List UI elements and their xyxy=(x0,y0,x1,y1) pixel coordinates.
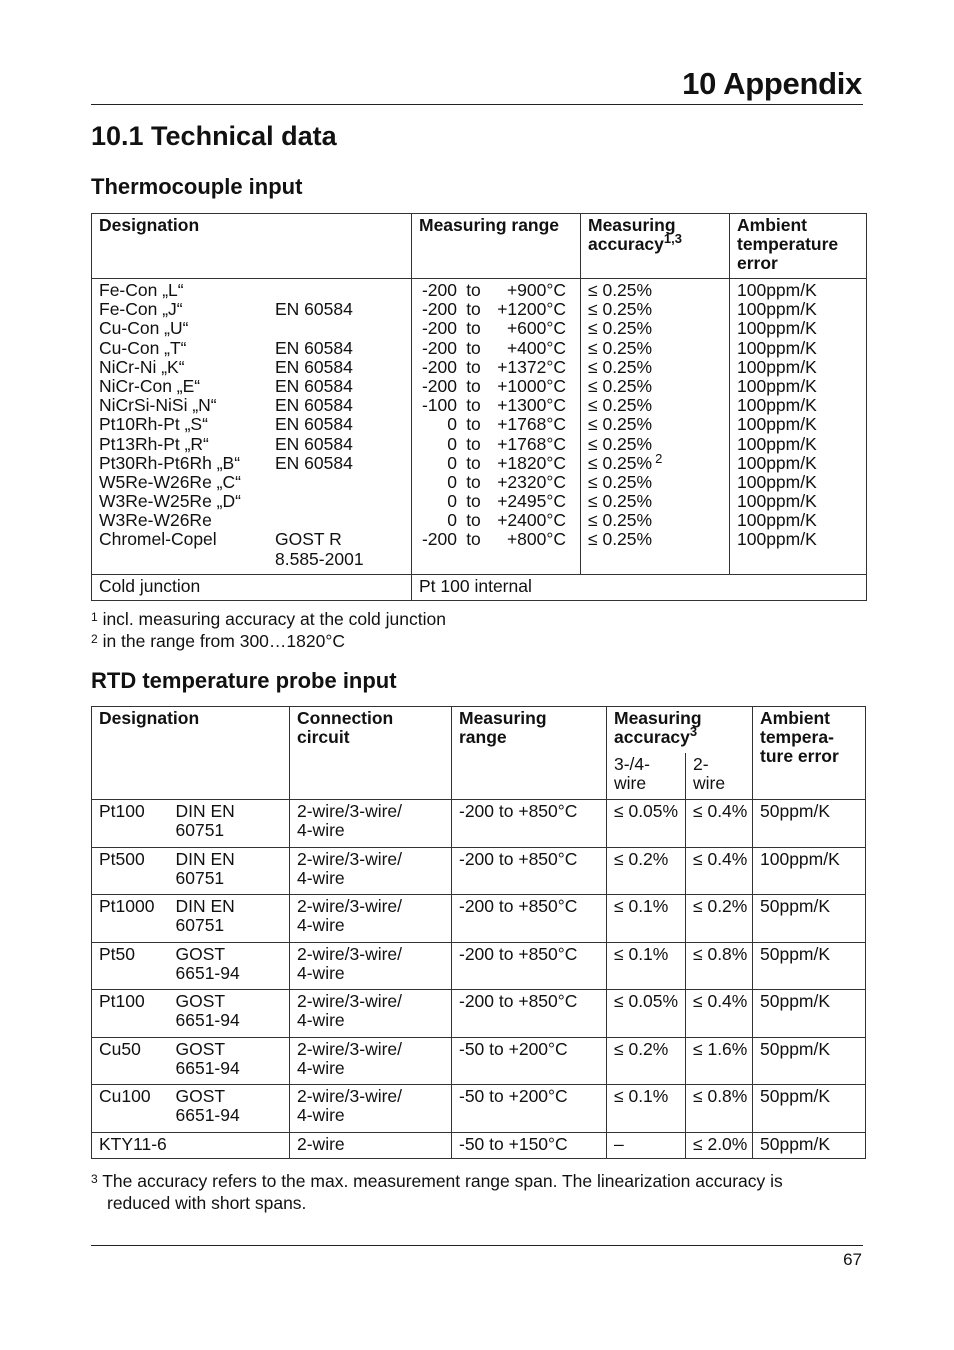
tc-accuracy: ≤ 0.25% xyxy=(588,356,653,377)
rtd-acc-3-4-wire: ≤ 0.2% xyxy=(607,1037,686,1085)
rtd-col-accuracy: Measuring accuracy$^3$ xyxy=(607,707,753,754)
cold-junction-row xyxy=(92,575,867,601)
tc-name: Pt13Rh-Pt „R“ xyxy=(99,433,209,454)
tc-range: -200 to +1000°C xyxy=(421,375,566,396)
rtd-connection: 2-wire/3-wire/ 4-wire xyxy=(290,847,452,895)
tc-accuracy: ≤ 0.25% xyxy=(588,375,653,396)
tc-range: 0 to +1768°C xyxy=(447,414,566,435)
tc-name: Cu-Con „U“ xyxy=(99,318,189,339)
rtd-name: Cu50 xyxy=(92,1037,169,1085)
tc-name: Pt10Rh-Pt „S“ xyxy=(99,414,208,435)
tc-name: Chromel-Copel xyxy=(99,529,217,550)
tc-range: 0 to +2400°C xyxy=(447,510,566,531)
tc-ambient: 100ppm/K xyxy=(737,452,817,473)
tc-accuracy: ≤ 0.25% xyxy=(588,337,653,358)
rtd-col-3-4-wire: 3-/4- wire xyxy=(607,753,686,800)
tc-accuracy: ≤ 0.25% xyxy=(588,529,653,550)
tc-ambient: 100ppm/K xyxy=(737,337,817,358)
rtd-range: -200 to +850°C xyxy=(452,800,607,848)
rtd-acc-2-wire: ≤ 2.0% xyxy=(686,1132,753,1158)
tc-name-list xyxy=(99,281,275,569)
footnote-2: $^2$ in the range from 300…1820°C xyxy=(91,631,345,651)
footnote-1: $^1$ incl. measuring accuracy at the cold junction xyxy=(91,609,446,629)
rtd-col-ambient: Ambient tempera- ture error xyxy=(753,707,866,800)
tc-standard: EN 60584 xyxy=(275,337,353,358)
rtd-name: Pt1000 xyxy=(92,895,169,943)
rtd-ambient: 50ppm/K xyxy=(753,895,866,943)
tc-name: Fe-Con „J“ xyxy=(99,299,183,320)
tc-standard-list xyxy=(275,281,364,569)
rtd-row xyxy=(92,1085,866,1133)
tc-range: -200 to +800°C xyxy=(421,529,566,550)
tc-range: 0 to +2320°C xyxy=(447,471,566,492)
header-rule xyxy=(91,104,863,105)
section-title: 10.1 Technical data xyxy=(91,121,337,151)
tc-name: Pt30Rh-Pt6Rh „B“ xyxy=(99,452,241,473)
tc-standard: EN 60584 xyxy=(275,433,353,454)
tc-range: 0 to +2495°C xyxy=(447,491,566,512)
tc-col-range: Measuring range xyxy=(412,214,581,279)
rtd-standard: GOST 6651-94 xyxy=(169,1085,290,1133)
rtd-header-row-1 xyxy=(92,707,866,754)
rtd-name: Cu100 xyxy=(92,1085,169,1133)
rtd-col-designation: Designation xyxy=(92,707,290,800)
rtd-acc-2-wire: ≤ 1.6% xyxy=(686,1037,753,1085)
rtd-standard: GOST 6651-94 xyxy=(169,942,290,990)
tc-ambient: 100ppm/K xyxy=(737,280,817,300)
footer-rule xyxy=(91,1245,863,1246)
tc-ambient: 100ppm/K xyxy=(737,433,817,454)
tc-accuracy: ≤ 0.25% xyxy=(588,395,653,416)
rtd-acc-2-wire: ≤ 0.2% xyxy=(686,895,753,943)
rtd-range: -200 to +850°C xyxy=(452,895,607,943)
tc-standard: EN 60584 xyxy=(275,414,353,435)
cold-junction-label: Cold junction xyxy=(92,575,412,601)
tc-ambient: 100ppm/K xyxy=(737,510,817,531)
rtd-ambient: 50ppm/K xyxy=(753,800,866,848)
tc-ambient: 100ppm/K xyxy=(737,529,817,550)
tc-col-ambient: Ambient temperature error xyxy=(730,214,867,279)
tc-standard: 8.585-2001 xyxy=(275,548,364,569)
rtd-connection: 2-wire/3-wire/ 4-wire xyxy=(290,895,452,943)
tc-standard: EN 60584 xyxy=(275,299,353,320)
tc-ambient: 100ppm/K xyxy=(737,375,817,396)
tc-designation-cell xyxy=(92,279,412,575)
tc-standard: GOST R xyxy=(275,529,342,550)
page-number: 67 xyxy=(843,1250,862,1269)
rtd-acc-3-4-wire: ≤ 0.05% xyxy=(607,990,686,1038)
tc-ambient: 100ppm/K xyxy=(737,299,817,320)
tc-name: NiCrSi-NiSi „N“ xyxy=(99,395,217,416)
rtd-ambient: 50ppm/K xyxy=(753,942,866,990)
tc-name: NiCr-Con „E“ xyxy=(99,375,201,396)
tc-standard: EN 60584 xyxy=(275,452,353,473)
tc-ambient: 100ppm/K xyxy=(737,318,817,339)
rtd-acc-2-wire: ≤ 0.8% xyxy=(686,1085,753,1133)
tc-standard xyxy=(275,281,364,300)
tc-standard xyxy=(275,492,364,511)
thermocouple-table xyxy=(91,213,867,601)
tc-standard xyxy=(275,473,364,492)
rtd-standard: DIN EN 60751 xyxy=(169,800,290,848)
tc-accuracy: ≤ 0.25% xyxy=(588,433,653,454)
rtd-range: -200 to +850°C xyxy=(452,990,607,1038)
tc-standard: EN 60584 xyxy=(275,395,353,416)
rtd-connection: 2-wire/3-wire/ 4-wire xyxy=(290,990,452,1038)
tc-col-accuracy: Measuring accuracy$^{1,3}$ xyxy=(581,214,730,279)
footnote-ref-2: 2 xyxy=(655,450,663,466)
rtd-row xyxy=(92,800,866,848)
rtd-standard: DIN EN 60751 xyxy=(169,895,290,943)
tc-range: -200 to +1200°C xyxy=(421,299,566,320)
rtd-connection: 2-wire xyxy=(290,1132,452,1158)
rtd-row xyxy=(92,990,866,1038)
tc-accuracy-b: ≤ 0.25% $^2$ xyxy=(588,450,663,473)
thermocouple-title: Thermocouple input xyxy=(91,174,303,199)
rtd-ambient: 50ppm/K xyxy=(753,1085,866,1133)
tc-ambient-cell xyxy=(730,279,867,575)
rtd-range: -50 to +200°C xyxy=(452,1085,607,1133)
chapter-title: 10 Appendix xyxy=(682,66,862,101)
tc-name: Fe-Con „L“ xyxy=(99,280,184,300)
tc-ambient: 100ppm/K xyxy=(737,356,817,377)
rtd-name: Pt50 xyxy=(92,942,169,990)
rtd-row xyxy=(92,895,866,943)
tc-ambient: 100ppm/K xyxy=(737,414,817,435)
tc-standard: EN 60584 xyxy=(275,375,353,396)
rtd-col-range: Measuring range xyxy=(452,707,607,800)
rtd-acc-3-4-wire: ≤ 0.1% xyxy=(607,1085,686,1133)
footnote-3: $^3$ The accuracy refers to the max. measurement range span. The linearization accuracy is reduced with short spans. xyxy=(91,1171,783,1213)
tc-accuracy: ≤ 0.25% xyxy=(588,280,653,300)
rtd-acc-3-4-wire: ≤ 0.2% xyxy=(607,847,686,895)
tc-range: -200 to +900°C xyxy=(421,280,566,300)
rtd-row xyxy=(92,1037,866,1085)
tc-range: 0 to +1768°C xyxy=(447,433,566,454)
rtd-acc-3-4-wire: ≤ 0.05% xyxy=(607,800,686,848)
rtd-row xyxy=(92,942,866,990)
rtd-name: Pt500 xyxy=(92,847,169,895)
rtd-standard: GOST 6651-94 xyxy=(169,990,290,1038)
rtd-acc-2-wire: ≤ 0.8% xyxy=(686,942,753,990)
tc-accuracy: ≤ 0.25% xyxy=(588,414,653,435)
rtd-ambient: 50ppm/K xyxy=(753,990,866,1038)
tc-accuracy-cell xyxy=(581,279,730,575)
tc-name: Cu-Con „T“ xyxy=(99,337,187,358)
rtd-name: KTY11-6 xyxy=(92,1132,290,1158)
rtd-standard: DIN EN 60751 xyxy=(169,847,290,895)
tc-standard xyxy=(275,319,364,338)
tc-range: -200 to +400°C xyxy=(421,337,566,358)
rtd-standard: GOST 6651-94 xyxy=(169,1037,290,1085)
rtd-name: Pt100 xyxy=(92,990,169,1038)
rtd-title: RTD temperature probe input xyxy=(91,668,397,693)
thermocouple-data-row xyxy=(92,279,867,575)
rtd-col-connection: Connection circuit xyxy=(290,707,452,800)
tc-accuracy: ≤ 0.25% xyxy=(588,318,653,339)
tc-range: -200 to +1372°C xyxy=(421,356,566,377)
tc-name: W3Re-W25Re „D“ xyxy=(99,491,241,512)
rtd-connection: 2-wire/3-wire/ 4-wire xyxy=(290,942,452,990)
tc-name: NiCr-Ni „K“ xyxy=(99,356,185,377)
rtd-connection: 2-wire/3-wire/ 4-wire xyxy=(290,800,452,848)
tc-range: -200 to +600°C xyxy=(421,318,566,339)
tc-accuracy: ≤ 0.25% xyxy=(588,491,653,512)
rtd-ambient: 50ppm/K xyxy=(753,1132,866,1158)
rtd-ambient: 100ppm/K xyxy=(753,847,866,895)
rtd-connection: 2-wire/3-wire/ 4-wire xyxy=(290,1037,452,1085)
rtd-name: Pt100 xyxy=(92,800,169,848)
tc-ambient: 100ppm/K xyxy=(737,395,817,416)
tc-accuracy: ≤ 0.25% xyxy=(588,299,653,320)
rtd-row-kty xyxy=(92,1132,866,1158)
tc-standard xyxy=(275,511,364,530)
tc-ambient: 100ppm/K xyxy=(737,471,817,492)
rtd-acc-3-4-wire: ≤ 0.1% xyxy=(607,895,686,943)
tc-standard: EN 60584 xyxy=(275,356,353,377)
thermocouple-header-row xyxy=(92,214,867,279)
rtd-range: -200 to +850°C xyxy=(452,847,607,895)
rtd-acc-2-wire: ≤ 0.4% xyxy=(686,847,753,895)
rtd-range: -200 to +850°C xyxy=(452,942,607,990)
rtd-row xyxy=(92,847,866,895)
rtd-acc-3-4-wire: ≤ 0.1% xyxy=(607,942,686,990)
cold-junction-value: Pt 100 internal xyxy=(412,575,867,601)
tc-range-cell xyxy=(412,279,581,575)
tc-name: W5Re-W26Re „C“ xyxy=(99,471,241,492)
tc-name: W3Re-W26Re xyxy=(99,510,212,531)
rtd-range: -50 to +150°C xyxy=(452,1132,607,1158)
tc-col-designation: Designation xyxy=(92,214,412,279)
rtd-ambient: 50ppm/K xyxy=(753,1037,866,1085)
tc-ambient: 100ppm/K xyxy=(737,491,817,512)
tc-range: -100 to +1300°C xyxy=(421,395,566,416)
rtd-col-2-wire: 2- wire xyxy=(686,753,753,800)
rtd-range: -50 to +200°C xyxy=(452,1037,607,1085)
rtd-acc-2-wire: ≤ 0.4% xyxy=(686,990,753,1038)
rtd-connection: 2-wire/3-wire/ 4-wire xyxy=(290,1085,452,1133)
rtd-acc-3-4-wire: – xyxy=(607,1132,686,1158)
rtd-table xyxy=(91,706,866,1159)
rtd-acc-2-wire: ≤ 0.4% xyxy=(686,800,753,848)
tc-range: 0 to +1820°C xyxy=(447,452,566,473)
tc-accuracy: ≤ 0.25% xyxy=(588,471,653,492)
tc-accuracy: ≤ 0.25% xyxy=(588,510,653,531)
